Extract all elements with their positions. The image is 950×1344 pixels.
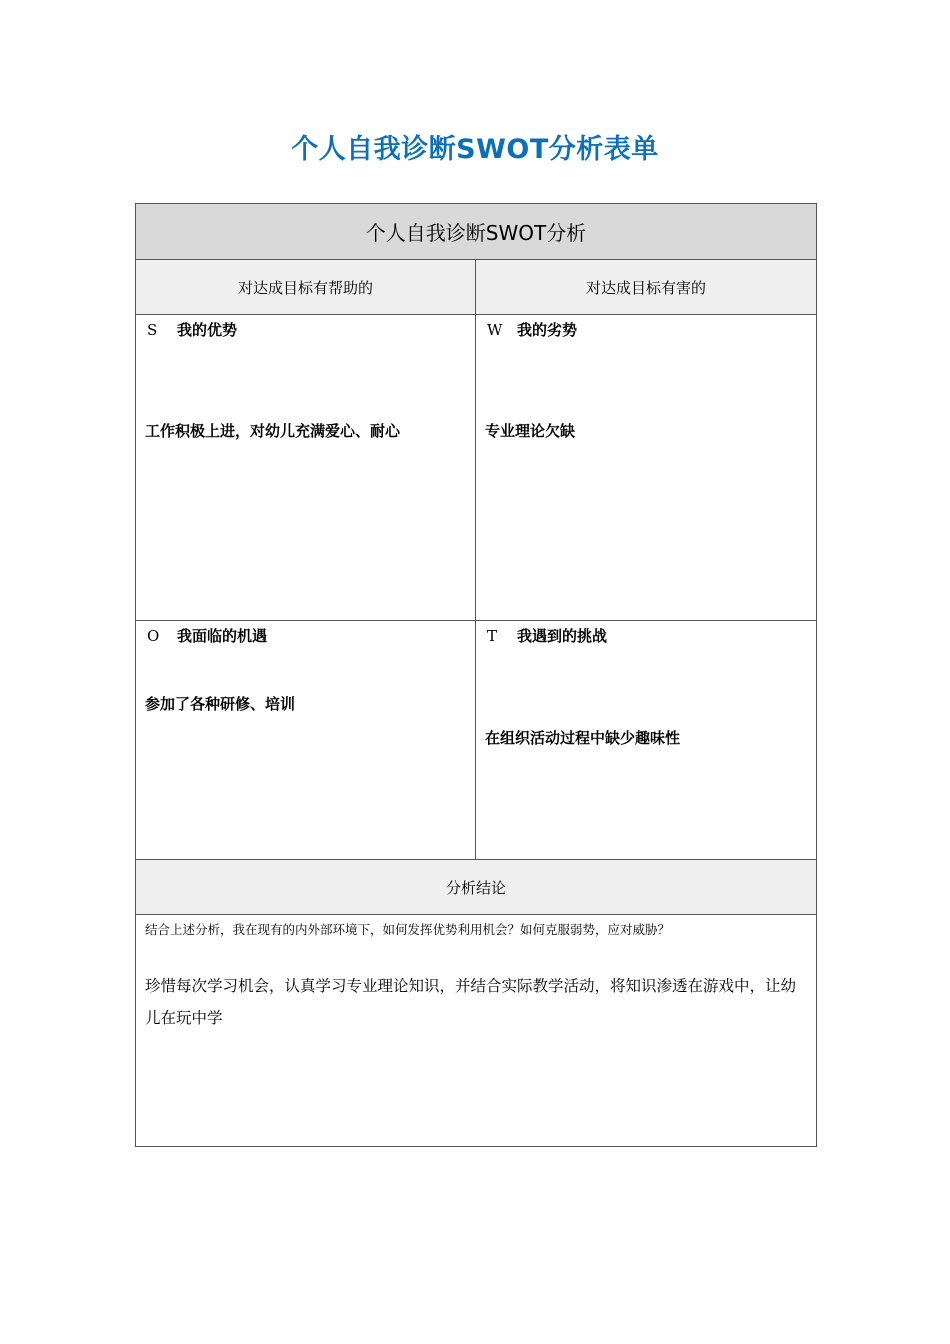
strengths-title: 我的优势 bbox=[177, 321, 238, 339]
threats-content: 在组织活动过程中缺少趣味性 bbox=[485, 729, 681, 747]
swot-table bbox=[135, 203, 817, 1147]
weaknesses-letter: W bbox=[487, 321, 503, 339]
analysis-prompt: 结合上述分析，我在现有的内外部环境下，如何发挥优势利用机会？如何克服弱势，应对威胁？ bbox=[145, 922, 671, 937]
threats-label bbox=[487, 625, 607, 646]
table-header: 个人自我诊断SWOT分析 bbox=[136, 204, 817, 260]
weaknesses-label bbox=[487, 319, 577, 340]
strengths-cell bbox=[136, 315, 476, 621]
threats-title: 我遇到的挑战 bbox=[517, 627, 608, 645]
analysis-conclusion-cell bbox=[136, 915, 817, 1147]
column-header-helpful: 对达成目标有帮助的 bbox=[136, 260, 476, 315]
opportunities-letter: O bbox=[147, 627, 160, 645]
analysis-answer: 珍惜每次学习机会，认真学习专业理论知识，并结合实际教学活动，将知识渗透在游戏中，让幼儿在玩中学 bbox=[145, 977, 797, 1027]
opportunities-cell bbox=[136, 621, 476, 860]
strengths-label bbox=[147, 319, 237, 340]
opportunities-title: 我面临的机遇 bbox=[177, 627, 268, 645]
strengths-content: 工作积极上进，对幼儿充满爱心、耐心 bbox=[145, 422, 401, 440]
weaknesses-cell bbox=[476, 315, 817, 621]
analysis-header: 分析结论 bbox=[136, 860, 817, 915]
strengths-letter: S bbox=[147, 321, 158, 339]
column-header-harmful: 对达成目标有害的 bbox=[476, 260, 817, 315]
weaknesses-title: 我的劣势 bbox=[517, 321, 578, 339]
opportunities-label bbox=[147, 625, 267, 646]
document-title: 个人自我诊断SWOT分析表单 bbox=[291, 134, 659, 165]
threats-cell bbox=[476, 621, 817, 860]
threats-letter: T bbox=[487, 627, 498, 645]
weaknesses-content: 专业理论欠缺 bbox=[485, 422, 576, 440]
opportunities-content: 参加了各种研修、培训 bbox=[145, 695, 296, 713]
